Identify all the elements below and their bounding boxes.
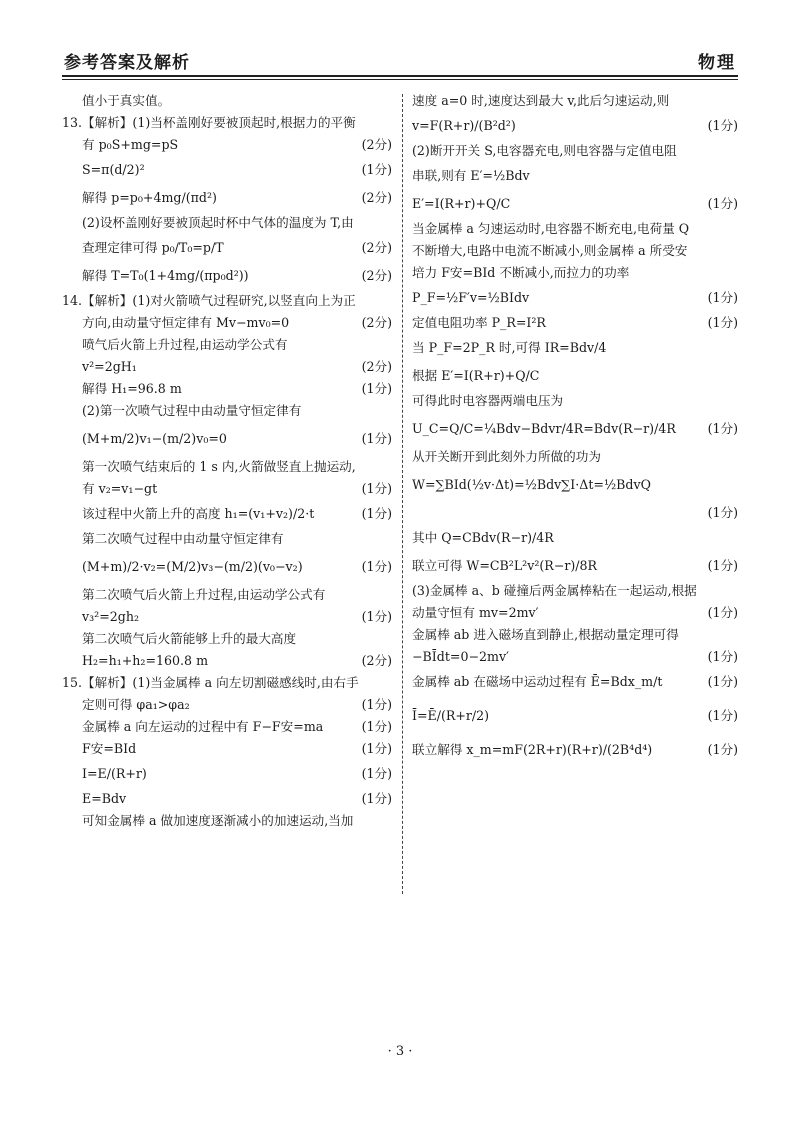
solution-line (62, 760, 392, 788)
solution-line (62, 262, 392, 290)
solution-line (62, 356, 392, 378)
line-text: 金属棒 ab 进入磁场直到静止,根据动量定理可得 (412, 627, 679, 642)
score-label: (1分) (361, 431, 392, 446)
header-title: 参考答案及解析 (64, 53, 190, 73)
score-label: (1分) (361, 741, 392, 756)
score-label: (1分) (361, 766, 392, 781)
score-label: (1分) (707, 558, 738, 573)
solution-line (62, 400, 392, 422)
score-label: (1分) (361, 506, 392, 521)
solution-line (412, 446, 738, 468)
score-label: (1分) (361, 381, 392, 396)
solution-line (412, 390, 738, 412)
score-label: (1分) (707, 708, 738, 723)
line-text: 解得 p=p₀+4mg/(πd²) (82, 190, 217, 205)
score-label: (1分) (707, 196, 738, 211)
score-label: (2分) (361, 315, 392, 330)
line-text: 解得 T=T₀(1+4mg/(πp₀d²)) (82, 268, 249, 283)
line-text: 有 v₂=v₁−gt (82, 481, 158, 496)
score-label: (1分) (361, 791, 392, 806)
solution-line (62, 456, 392, 478)
line-text: (M+m)/2·v₂=(M/2)v₃−(m/2)(v₀−v₂) (82, 559, 303, 574)
page-number: · 3 · (387, 1044, 413, 1059)
line-text: v₃²=2gh₂ (82, 609, 139, 624)
line-text: 第二次喷气过程中由动量守恒定律有 (82, 531, 284, 546)
solution-line (62, 650, 392, 672)
line-text: 金属棒 a 向左运动的过程中有 F−F安=ma (82, 719, 324, 734)
left-column (62, 90, 392, 832)
line-text: 定则可得 φa₁>φa₂ (82, 697, 190, 712)
score-label: (1分) (361, 719, 392, 734)
line-text: 不断增大,电路中电流不断减小,则金属棒 a 所受安 (412, 243, 688, 258)
solution-line (412, 262, 738, 284)
solution-line (412, 580, 738, 602)
score-label: (1分) (707, 742, 738, 757)
solution-line (62, 528, 392, 550)
score-label: (1分) (707, 421, 738, 436)
line-text: Ī=Ē/(R+r/2) (412, 708, 490, 723)
solution-line (412, 162, 738, 190)
solution-line (412, 646, 738, 668)
solution-line (412, 334, 738, 362)
header-subject: 物理 (698, 53, 736, 73)
line-text: 15.【解析】(1)当金属棒 a 向左切割磁感线时,由右手 (62, 675, 359, 690)
solution-line (62, 606, 392, 628)
solution-line (62, 478, 392, 500)
line-text: 第二次喷气后火箭能够上升的最大高度 (82, 631, 297, 646)
score-label: (2分) (361, 359, 392, 374)
solution-line (62, 378, 392, 400)
line-text: E′=I(R+r)+Q/C (412, 196, 511, 211)
line-text: v=F(R+r)/(B²d²) (412, 118, 516, 133)
score-label: (1分) (361, 697, 392, 712)
line-text: 有 p₀S+mg=pS (82, 137, 179, 152)
solution-line (412, 240, 738, 262)
score-label: (1分) (707, 605, 738, 620)
score-label: (1分) (361, 609, 392, 624)
solution-line (62, 628, 392, 650)
line-text: (3)金属棒 a、b 碰撞后两金属棒粘在一起运动,根据 (412, 583, 697, 598)
solution-line (62, 738, 392, 760)
line-text: 从开关断开到此刻外力所做的功为 (412, 449, 601, 464)
line-text: 动量守恒有 mv=2mv′ (412, 605, 539, 620)
solution-line (412, 362, 738, 390)
line-text: S=π(d/2)² (82, 162, 145, 177)
line-text: E=Bdv (82, 791, 127, 806)
line-text: (M+m/2)v₁−(m/2)v₀=0 (82, 431, 227, 446)
solution-line (62, 788, 392, 810)
solution-line (62, 184, 392, 212)
line-text: 查理定律可得 p₀/T₀=p/T (82, 240, 224, 255)
line-text: 根据 E′=I(R+r)+Q/C (412, 368, 540, 383)
line-text: (2)设杯盖刚好要被顶起时杯中气体的温度为 T,由 (82, 215, 354, 230)
line-text: 方向,由动量守恒定律有 Mv−mv₀=0 (82, 315, 290, 330)
solution-line (62, 312, 392, 334)
solution-line (412, 468, 738, 502)
line-text: F安=BId (82, 741, 137, 756)
column-divider (402, 94, 403, 894)
solution-line (412, 502, 738, 524)
score-label: (2分) (361, 240, 392, 255)
solution-line (412, 602, 738, 624)
solution-line (412, 218, 738, 240)
score-label: (1分) (707, 505, 738, 520)
line-text: 喷气后火箭上升过程,由运动学公式有 (82, 337, 288, 352)
score-label: (1分) (361, 162, 392, 177)
line-text: 培力 F安=BId 不断减小,而拉力的功率 (412, 265, 630, 280)
solution-line (412, 552, 738, 580)
line-text: −BĪdt=0−2mv′ (412, 649, 509, 664)
line-text: U_C=Q/C=¼Bdv−Bdvr/4R=Bdv(R−r)/4R (412, 421, 676, 436)
solution-line (412, 668, 738, 696)
solution-line (62, 500, 392, 528)
line-text: 联立解得 x_m=mF(2R+r)(R+r)/(2B⁴d⁴) (412, 742, 653, 757)
solution-line (62, 716, 392, 738)
solution-line (412, 624, 738, 646)
solution-line (62, 112, 392, 134)
line-text: 速度 a=0 时,速度达到最大 v,此后匀速运动,则 (412, 93, 670, 108)
line-text: 可得此时电容器两端电压为 (412, 393, 564, 408)
line-text: 解得 H₁=96.8 m (82, 381, 182, 396)
solution-line (62, 550, 392, 584)
line-text: (2)第一次喷气过程中由动量守恒定律有 (82, 403, 302, 418)
line-text: 该过程中火箭上升的高度 h₁=(v₁+v₂)/2·t (82, 506, 315, 521)
solution-line (412, 90, 738, 112)
right-column (412, 90, 738, 764)
score-label: (1分) (361, 559, 392, 574)
solution-line (62, 334, 392, 356)
page-header (62, 44, 738, 74)
score-label: (1分) (361, 481, 392, 496)
line-text: W=∑BId(½v·Δt)=½Bdv∑I·Δt=½BdvQ (412, 477, 651, 492)
line-text: I=E/(R+r) (82, 766, 147, 781)
line-text: 当金属棒 a 匀速运动时,电容器不断充电,电荷量 Q (412, 221, 690, 236)
line-text: v²=2gH₁ (82, 359, 137, 374)
line-text: 联立可得 W=CB²L²v²(R−r)/8R (412, 558, 598, 573)
line-text: 其中 Q=CBdv(R−r)/4R (412, 530, 554, 545)
line-text: H₂=h₁+h₂=160.8 m (82, 653, 209, 668)
solution-line (412, 112, 738, 140)
score-label: (1分) (707, 290, 738, 305)
line-text: 值小于真实值。 (82, 93, 171, 108)
solution-line (62, 90, 392, 112)
score-label: (1分) (707, 674, 738, 689)
solution-line (412, 140, 738, 162)
score-label: (1分) (707, 315, 738, 330)
score-label: (2分) (361, 137, 392, 152)
header-rule-thick (62, 75, 738, 77)
solution-line (412, 312, 738, 334)
solution-line (412, 736, 738, 764)
line-text: P_F=½F′v=½BIdv (412, 290, 530, 305)
solution-line (412, 190, 738, 218)
line-text: 可知金属棒 a 做加速度逐渐减小的加速运动,当加 (82, 813, 354, 828)
solution-line (412, 524, 738, 552)
line-text: 14.【解析】(1)对火箭喷气过程研究,以竖直向上为正 (62, 293, 356, 308)
solution-line (62, 212, 392, 234)
score-label: (1分) (707, 118, 738, 133)
solution-line (62, 290, 392, 312)
line-text: 第二次喷气后火箭上升过程,由运动学公式有 (82, 587, 326, 602)
line-text: 串联,则有 E′=½Bdv (412, 168, 530, 183)
score-label: (2分) (361, 190, 392, 205)
line-text: (2)断开开关 S,电容器充电,则电容器与定值电阻 (412, 143, 677, 158)
score-label: (2分) (361, 268, 392, 283)
solution-line (62, 810, 392, 832)
score-label: (2分) (361, 653, 392, 668)
solution-line (62, 234, 392, 262)
line-text: 当 P_F=2P_R 时,可得 IR=Bdv/4 (412, 340, 607, 355)
solution-line (412, 696, 738, 736)
solution-line (62, 422, 392, 456)
line-text: 13.【解析】(1)当杯盖刚好要被顶起时,根据力的平衡 (62, 115, 356, 130)
line-text: 第一次喷气结束后的 1 s 内,火箭做竖直上抛运动, (82, 459, 356, 474)
solution-line (62, 694, 392, 716)
solution-line (62, 156, 392, 184)
solution-line (412, 284, 738, 312)
header-rule-thin (62, 79, 738, 80)
score-label: (1分) (707, 649, 738, 664)
solution-line (412, 412, 738, 446)
solution-line (62, 134, 392, 156)
solution-line (62, 584, 392, 606)
line-text: 金属棒 ab 在磁场中运动过程有 Ē=Bdx_m/t (412, 674, 663, 689)
solution-line (62, 672, 392, 694)
line-text: 定值电阻功率 P_R=I²R (412, 315, 546, 330)
